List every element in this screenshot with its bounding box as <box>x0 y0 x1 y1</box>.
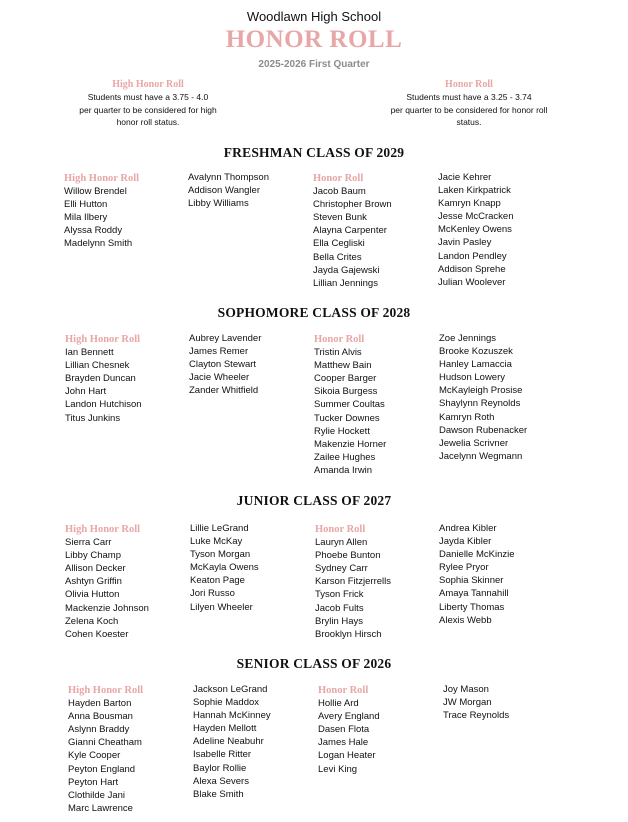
student-name: Willow Brendel <box>64 186 127 198</box>
student-name: Avalynn Thompson <box>188 172 269 183</box>
student-name: John Hart <box>65 386 107 398</box>
student-name: Kamryn Knapp <box>438 198 501 210</box>
criteria-line: per quarter to be considered for high <box>79 104 217 115</box>
student-name: Allison Decker <box>65 563 126 575</box>
student-name: Aslynn Braddy <box>68 724 130 736</box>
name-column <box>64 172 139 251</box>
student-name: Landon Pendley <box>438 250 507 262</box>
student-name: Hollie Ard <box>318 698 359 710</box>
student-name: Baylor Rollie <box>193 762 247 774</box>
student-name: Jori Russo <box>190 588 235 600</box>
student-name: Hannah McKinney <box>193 710 271 722</box>
student-name: JW Morgan <box>443 697 492 709</box>
student-name: Rylee Pryor <box>439 562 489 574</box>
high-honor-criteria <box>62 78 234 129</box>
student-name: Brooklyn Hirsch <box>315 628 382 640</box>
student-name: Javin Pasley <box>438 237 492 249</box>
student-name: Gianni Cheatham <box>68 737 142 749</box>
name-column <box>438 171 514 289</box>
column-header: Honor Roll <box>318 685 369 696</box>
student-name: Hanley Lamaccia <box>439 359 512 371</box>
student-name: Tucker Downes <box>314 412 380 424</box>
class-title: SENIOR CLASS OF 2026 <box>236 656 392 671</box>
student-name: Ian Bennett <box>65 347 114 359</box>
student-name: Logan Heater <box>318 750 376 762</box>
honor-criteria <box>374 78 564 129</box>
student-name: James Remer <box>189 346 249 358</box>
student-name: Ashtyn Griffin <box>65 576 122 588</box>
name-column <box>190 522 259 614</box>
student-name: Danielle McKinzie <box>439 549 515 561</box>
student-name: Summer Coultas <box>314 399 385 411</box>
name-column <box>188 171 269 210</box>
student-name: Clothilde Jani <box>68 789 126 801</box>
student-name: Avery England <box>318 711 380 723</box>
student-name: Hudson Lowery <box>439 372 506 384</box>
name-column <box>65 523 149 641</box>
page-title: HONOR ROLL <box>225 26 403 53</box>
student-name: Blake Smith <box>193 788 244 800</box>
student-name: Keaton Page <box>190 575 245 587</box>
student-name: Madelynn Smith <box>64 238 133 250</box>
criteria-title: High Honor Roll <box>112 79 184 90</box>
student-name: Alexa Severs <box>193 775 249 787</box>
student-name: Libby Williams <box>188 198 249 210</box>
student-name: Alayna Carpenter <box>313 225 387 237</box>
student-name: McKayla Owens <box>190 562 259 574</box>
student-name: Amaya Tannahill <box>439 588 509 600</box>
criteria-line: per quarter to be considered for honor roll <box>390 104 548 115</box>
student-name: Lauryn Allen <box>315 537 368 549</box>
student-name: McKenley Owens <box>438 224 512 236</box>
name-column <box>439 522 515 627</box>
student-name: Matthew Bain <box>314 360 372 372</box>
school-name: Woodlawn High School <box>246 9 382 24</box>
student-name: Zander Whitfield <box>189 385 259 397</box>
student-name: Libby Champ <box>65 550 121 562</box>
student-name: McKayleigh Prosise <box>439 385 523 397</box>
column-header: Honor Roll <box>314 334 365 345</box>
student-name: Adeline Neabuhr <box>193 736 264 748</box>
column-header: Honor Roll <box>315 524 366 535</box>
student-name: Julian Woolever <box>438 276 506 288</box>
student-name: Trace Reynolds <box>443 710 510 722</box>
student-name: Lillie LeGrand <box>190 523 249 534</box>
name-column <box>313 172 392 290</box>
student-name: Brylin Hays <box>315 615 364 627</box>
name-column <box>68 684 143 815</box>
student-name: Jayda Gajewski <box>313 264 380 276</box>
criteria-title: Honor Roll <box>445 79 493 90</box>
student-name: Tyson Morgan <box>190 549 251 561</box>
student-name: Tristin Alvis <box>314 347 362 359</box>
column-header: High Honor Roll <box>65 524 141 535</box>
student-name: Lillian Jennings <box>313 277 378 289</box>
student-name: Sikoia Burgess <box>314 386 378 398</box>
criteria-line: Students must have a 3.75 - 4.0 <box>87 92 209 102</box>
student-name: Zailee Hughes <box>314 451 376 463</box>
student-name: Rylie Hockett <box>314 425 370 437</box>
student-name: Karson Fitzjerrells <box>315 576 392 588</box>
student-name: Ella Cegliski <box>313 238 365 250</box>
name-column <box>443 683 509 722</box>
student-name: Brooke Kozuszek <box>439 346 513 358</box>
column-header: High Honor Roll <box>64 173 140 184</box>
student-name: Dawson Rubenacker <box>439 424 528 436</box>
student-name: Marc Lawrence <box>68 802 133 814</box>
class-title: SOPHOMORE CLASS OF 2028 <box>217 305 411 320</box>
criteria-line: honor roll status. <box>116 117 180 127</box>
student-name: Mackenzie Johnson <box>65 602 149 614</box>
student-name: Peyton England <box>68 763 136 775</box>
student-name: Brayden Duncan <box>65 373 136 385</box>
student-name: Hayden Mellott <box>193 723 257 735</box>
student-name: Sophia Skinner <box>439 575 504 587</box>
student-name: Titus Junkins <box>65 412 121 424</box>
student-name: Phoebe Bunton <box>315 550 381 562</box>
student-name: Tyson Frick <box>315 589 364 601</box>
column-header: High Honor Roll <box>68 685 144 696</box>
student-name: Lilyen Wheeler <box>190 601 253 613</box>
criteria-line: status. <box>456 117 482 127</box>
column-header: High Honor Roll <box>65 334 141 345</box>
student-name: Steven Bunk <box>313 212 367 224</box>
name-column <box>439 332 527 463</box>
student-name: Sophie Maddox <box>193 697 260 709</box>
student-name: Sierra Carr <box>65 537 112 549</box>
student-name: Peyton Hart <box>68 776 119 788</box>
student-name: Jacie Kehrer <box>438 172 492 183</box>
student-name: Levi King <box>318 763 358 775</box>
name-column <box>193 683 271 801</box>
student-name: Jacelynn Wegmann <box>439 450 523 462</box>
student-name: Jacie Wheeler <box>189 372 250 384</box>
student-name: Aubrey Lavender <box>189 333 262 344</box>
name-column <box>65 333 142 425</box>
student-name: Jewelia Scrivner <box>439 437 509 449</box>
student-name: Zelena Koch <box>65 615 119 627</box>
student-name: Alyssa Roddy <box>64 225 123 237</box>
name-column <box>189 332 261 397</box>
student-name: Liberty Thomas <box>439 601 505 613</box>
student-name: Zoe Jennings <box>439 333 497 344</box>
student-name: Makenzie Horner <box>314 438 387 450</box>
student-name: Shaylynn Reynolds <box>439 398 521 410</box>
student-name: Addison Wangler <box>188 185 260 197</box>
student-name: Sydney Carr <box>315 563 368 575</box>
student-name: Cohen Koester <box>65 628 129 640</box>
student-name: Hayden Barton <box>68 698 132 710</box>
name-column <box>315 523 391 641</box>
student-name: Laken Kirkpatrick <box>438 185 511 197</box>
student-name: Jackson LeGrand <box>193 684 268 695</box>
student-name: Jacob Fults <box>315 602 364 614</box>
student-name: Dasen Flota <box>318 724 370 736</box>
student-name: Kyle Cooper <box>68 750 121 762</box>
student-name: Landon Hutchison <box>65 399 142 411</box>
student-name: Amanda Irwin <box>314 464 373 476</box>
student-name: Addison Sprehe <box>438 263 506 275</box>
student-name: Christopher Brown <box>313 199 392 211</box>
student-name: Clayton Stewart <box>189 359 257 371</box>
class-title: FRESHMAN CLASS OF 2029 <box>223 145 405 160</box>
column-header: Honor Roll <box>313 173 364 184</box>
student-name: Andrea Kibler <box>439 523 497 534</box>
student-name: Mila Ilbery <box>64 212 108 224</box>
student-name: Luke McKay <box>190 536 243 548</box>
student-name: Olivia Hutton <box>65 589 120 601</box>
student-name: Isabelle Ritter <box>193 749 252 761</box>
name-column <box>314 333 386 477</box>
student-name: Joy Mason <box>443 684 489 695</box>
student-name: Anna Bousman <box>68 711 133 723</box>
student-name: Jacob Baum <box>313 186 366 198</box>
criteria-line: Students must have a 3.25 - 3.74 <box>406 92 532 102</box>
class-title: JUNIOR CLASS OF 2027 <box>236 493 392 508</box>
quarter-subtitle: 2025-2026 First Quarter <box>258 59 370 70</box>
student-name: Bella Crites <box>313 251 362 263</box>
student-name: Elli Hutton <box>64 199 108 211</box>
student-name: Jayda Kibler <box>439 536 492 548</box>
student-name: James Hale <box>318 737 369 749</box>
student-name: Alexis Webb <box>439 614 492 626</box>
name-column <box>318 684 380 776</box>
student-name: Lillian Chesnek <box>65 360 130 372</box>
student-name: Cooper Barger <box>314 373 377 385</box>
student-name: Kamryn Roth <box>439 411 495 423</box>
student-name: Jesse McCracken <box>438 211 514 223</box>
